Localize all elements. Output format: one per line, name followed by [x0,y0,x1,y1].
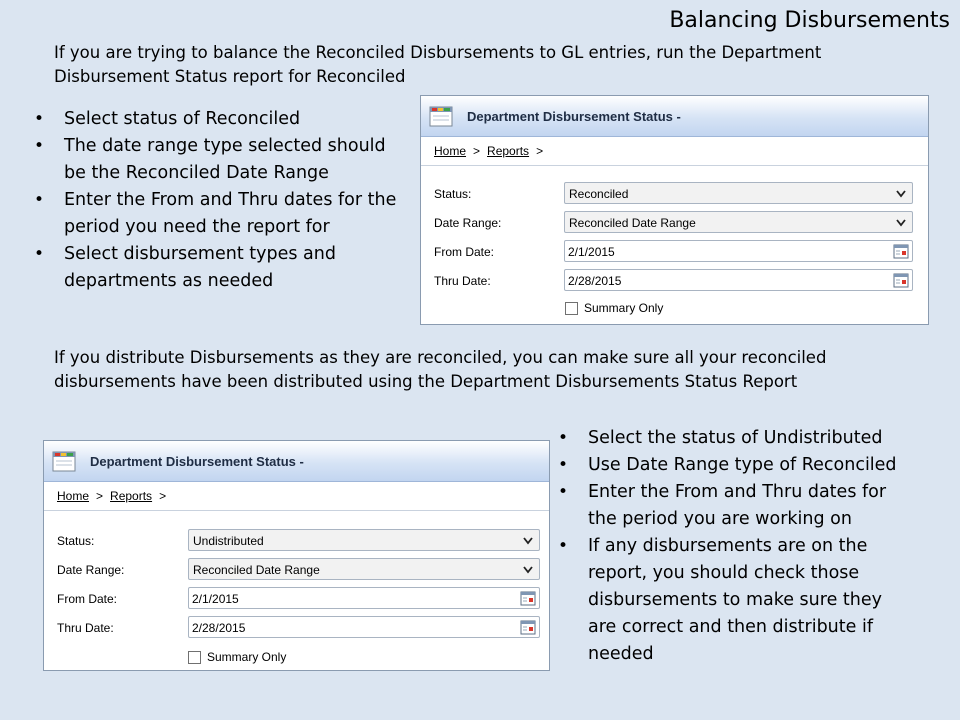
calendar-icon[interactable] [893,243,909,259]
report-screenshot-undistributed [43,440,550,671]
bullet-item: • Select status of Reconciled [34,106,406,133]
summary-only-checkbox[interactable] [565,302,578,315]
from-date-value: 2/1/2015 [192,592,239,606]
status-select[interactable] [564,182,913,204]
from-date-row [57,587,535,609]
summary-only-row [565,300,663,316]
from-date-label: From Date: [57,592,118,606]
thru-date-value: 2/28/2015 [192,621,246,635]
thru-date-row [57,616,535,638]
bullet-list-bottom [558,425,910,668]
date-range-label: Date Range: [434,216,502,230]
date-range-row [57,558,535,580]
bullet-item: • Enter the From and Thru dates for the period you are working on [558,479,910,533]
breadcrumb-separator: > [159,489,167,503]
status-select-value: Reconciled [569,187,629,201]
report-window-icon [429,105,453,127]
thru-date-label: Thru Date: [434,274,491,288]
calendar-icon[interactable] [520,590,536,606]
breadcrumb-home-link[interactable]: Home [57,489,90,503]
thru-date-row [434,269,914,291]
bullet-item: • Select disbursement types and departments as needed [34,241,406,295]
status-row [434,182,914,204]
status-label: Status: [57,534,95,548]
summary-only-checkbox[interactable] [188,651,201,664]
breadcrumb-reports-link[interactable]: Reports [110,489,153,503]
date-range-label: Date Range: [57,563,125,577]
summary-only-label: Summary Only [207,650,287,664]
date-range-select[interactable] [188,558,540,580]
calendar-icon[interactable] [520,619,536,635]
thru-date-input[interactable] [564,269,913,291]
summary-only-label: Summary Only [584,301,664,315]
chevron-down-icon [523,566,533,574]
bullet-item: • Select the status of Undistributed [558,425,910,452]
status-row [57,529,535,551]
chevron-down-icon [523,537,533,545]
report-screenshot-reconciled [420,95,929,325]
thru-date-label: Thru Date: [57,621,114,635]
summary-only-row [188,649,286,665]
breadcrumb [421,137,928,166]
breadcrumb-separator: > [96,489,104,503]
middle-text: If you distribute Disbursements as they are reconciled, you can make sure all your reconciled disbursements have been distributed using the Department Disbursements Status Report [54,348,827,391]
panel-header [421,96,928,137]
status-select[interactable] [188,529,540,551]
panel-title: Department Disbursement Status - [90,453,304,469]
slide-title: Balancing Disbursements [669,8,950,33]
bullet-item: • If any disbursements are on the report, you should check those disbursements to make sure they are correct and then distribute if needed [558,533,910,668]
thru-date-input[interactable] [188,616,540,638]
from-date-label: From Date: [434,245,495,259]
chevron-down-icon [896,219,906,227]
status-label: Status: [434,187,472,201]
from-date-row [434,240,914,262]
breadcrumb-separator: > [536,144,544,158]
bullet-item: • Enter the From and Thru dates for the period you need the report for [34,187,406,241]
bullet-item: • The date range type selected should be the Reconciled Date Range [34,133,406,187]
report-window-icon [52,450,76,472]
bullet-list-top [34,106,406,295]
date-range-select[interactable] [564,211,913,233]
date-range-select-value: Reconciled Date Range [193,563,320,577]
date-range-row [434,211,914,233]
breadcrumb-separator: > [473,144,481,158]
from-date-input[interactable] [188,587,540,609]
panel-title: Department Disbursement Status - [467,108,681,124]
breadcrumb [44,482,549,511]
intro-text: If you are trying to balance the Reconciled Disbursements to GL entries, run the Department Disbursement Status report for Reconciled [54,43,822,86]
status-select-value: Undistributed [193,534,264,548]
from-date-input[interactable] [564,240,913,262]
bullet-item: • Use Date Range type of Reconciled [558,452,910,479]
from-date-value: 2/1/2015 [568,245,615,259]
chevron-down-icon [896,190,906,198]
breadcrumb-reports-link[interactable]: Reports [487,144,530,158]
thru-date-value: 2/28/2015 [568,274,622,288]
breadcrumb-home-link[interactable]: Home [434,144,467,158]
panel-header [44,441,549,482]
date-range-select-value: Reconciled Date Range [569,216,696,230]
calendar-icon[interactable] [893,272,909,288]
